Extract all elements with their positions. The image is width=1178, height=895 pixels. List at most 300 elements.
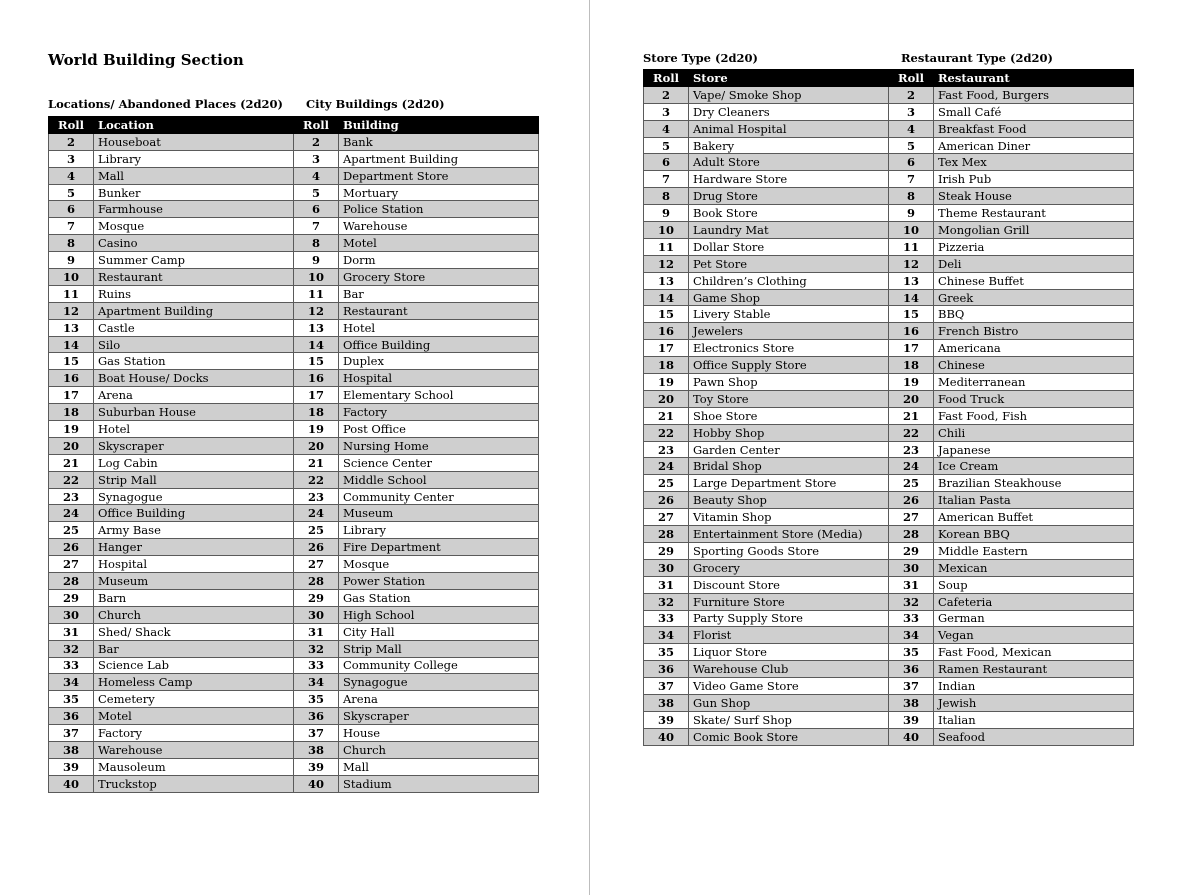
store-cell: Florist [689, 627, 889, 644]
table-row [644, 154, 1134, 171]
restaurant-cell: Middle Eastern [934, 542, 1134, 559]
store-cell: Bridal Shop [689, 458, 889, 475]
table-row [644, 238, 1134, 255]
table-row [49, 319, 539, 336]
table-header-row [49, 117, 539, 134]
table-row [644, 323, 1134, 340]
restaurant-cell: Deli [934, 255, 1134, 272]
roll-cell: 33 [644, 610, 689, 627]
table-row [49, 623, 539, 640]
roll-cell: 16 [49, 370, 94, 387]
locations-city-table [48, 116, 539, 793]
roll-cell: 28 [644, 526, 689, 543]
roll-cell: 37 [889, 678, 934, 695]
location-cell: Cemetery [94, 691, 294, 708]
locations-table-title: Locations/ Abandoned Places (2d20) [48, 97, 284, 111]
roll-cell: 22 [889, 424, 934, 441]
roll-cell: 27 [49, 556, 94, 573]
building-cell: Restaurant [339, 302, 539, 319]
roll-cell: 24 [294, 505, 339, 522]
roll-cell: 8 [294, 235, 339, 252]
store-cell: Animal Hospital [689, 120, 889, 137]
building-cell: Police Station [339, 201, 539, 218]
store-cell: Skate/ Surf Shop [689, 711, 889, 728]
roll-cell: 30 [49, 606, 94, 623]
store-restaurant-table [643, 69, 1134, 746]
roll-cell: 22 [294, 471, 339, 488]
roll-cell: 34 [49, 674, 94, 691]
location-cell: Mausoleum [94, 758, 294, 775]
location-cell: Hanger [94, 539, 294, 556]
store-cell: Garden Center [689, 441, 889, 458]
building-cell: Elementary School [339, 387, 539, 404]
table-row [644, 509, 1134, 526]
building-cell: Community College [339, 657, 539, 674]
location-cell: Summer Camp [94, 252, 294, 269]
store-cell: Office Supply Store [689, 357, 889, 374]
restaurant-cell: Soup [934, 576, 1134, 593]
roll-cell: 30 [889, 559, 934, 576]
building-cell: Gas Station [339, 589, 539, 606]
table-row [644, 205, 1134, 222]
restaurant-cell: Jewish [934, 694, 1134, 711]
building-cell: Library [339, 522, 539, 539]
table-row [644, 711, 1134, 728]
location-cell: Science Lab [94, 657, 294, 674]
roll-cell: 5 [49, 184, 94, 201]
roll-cell: 37 [644, 678, 689, 695]
table-row [644, 407, 1134, 424]
table-row [644, 559, 1134, 576]
store-header: Store [689, 70, 889, 87]
location-cell: Factory [94, 725, 294, 742]
building-cell: Department Store [339, 167, 539, 184]
roll-cell: 36 [644, 661, 689, 678]
restaurant-cell: American Buffet [934, 509, 1134, 526]
roll-cell: 39 [49, 758, 94, 775]
roll-cell: 12 [889, 255, 934, 272]
table-row [644, 272, 1134, 289]
roll-cell: 36 [49, 708, 94, 725]
table-row [644, 188, 1134, 205]
roll-cell: 15 [49, 353, 94, 370]
location-cell: Church [94, 606, 294, 623]
roll-cell: 13 [294, 319, 339, 336]
roll-cell: 23 [49, 488, 94, 505]
location-cell: Motel [94, 708, 294, 725]
table-header-row [644, 70, 1134, 87]
roll-cell: 32 [644, 593, 689, 610]
building-cell: Bar [339, 285, 539, 302]
roll-cell: 11 [49, 285, 94, 302]
store-cell: Adult Store [689, 154, 889, 171]
roll-cell: 3 [889, 103, 934, 120]
table-row [49, 691, 539, 708]
location-cell: Restaurant [94, 269, 294, 286]
roll-cell: 37 [49, 725, 94, 742]
roll-cell: 24 [49, 505, 94, 522]
roll-cell: 23 [294, 488, 339, 505]
store-cell: Hobby Shop [689, 424, 889, 441]
roll-cell: 7 [644, 171, 689, 188]
store-cell: Grocery [689, 559, 889, 576]
table-row [49, 336, 539, 353]
roll-header: Roll [889, 70, 934, 87]
store-cell: Children’s Clothing [689, 272, 889, 289]
store-cell: Gun Shop [689, 694, 889, 711]
building-cell: City Hall [339, 623, 539, 640]
restaurant-cell: Breakfast Food [934, 120, 1134, 137]
restaurant-cell: Korean BBQ [934, 526, 1134, 543]
roll-cell: 29 [49, 589, 94, 606]
roll-cell: 23 [889, 441, 934, 458]
roll-cell: 17 [889, 340, 934, 357]
building-cell: Grocery Store [339, 269, 539, 286]
roll-cell: 18 [889, 357, 934, 374]
roll-cell: 14 [49, 336, 94, 353]
location-cell: Hotel [94, 421, 294, 438]
store-cell: Video Game Store [689, 678, 889, 695]
roll-cell: 9 [49, 252, 94, 269]
location-cell: Suburban House [94, 404, 294, 421]
table-row [49, 252, 539, 269]
table-row [49, 150, 539, 167]
roll-cell: 38 [644, 694, 689, 711]
table-row [644, 86, 1134, 103]
table-row [644, 542, 1134, 559]
location-cell: Library [94, 150, 294, 167]
restaurant-cell: Irish Pub [934, 171, 1134, 188]
roll-cell: 12 [49, 302, 94, 319]
table-row [49, 708, 539, 725]
location-cell: Office Building [94, 505, 294, 522]
table-row [644, 728, 1134, 745]
roll-cell: 28 [294, 573, 339, 590]
table-row [644, 390, 1134, 407]
roll-cell: 26 [49, 539, 94, 556]
store-cell: Toy Store [689, 390, 889, 407]
location-cell: Hospital [94, 556, 294, 573]
roll-cell: 20 [889, 390, 934, 407]
roll-cell: 31 [644, 576, 689, 593]
table-row [644, 694, 1134, 711]
location-cell: Warehouse [94, 741, 294, 758]
roll-cell: 19 [49, 421, 94, 438]
store-cell: Dollar Store [689, 238, 889, 255]
table-row [644, 661, 1134, 678]
roll-cell: 8 [644, 188, 689, 205]
location-cell: Synagogue [94, 488, 294, 505]
building-cell: High School [339, 606, 539, 623]
restaurant-cell: Mediterranean [934, 374, 1134, 391]
roll-cell: 22 [49, 471, 94, 488]
table-row [49, 573, 539, 590]
roll-cell: 29 [294, 589, 339, 606]
location-cell: Houseboat [94, 133, 294, 150]
roll-cell: 15 [644, 306, 689, 323]
table-row [49, 269, 539, 286]
store-cell: Pawn Shop [689, 374, 889, 391]
store-cell: Large Department Store [689, 475, 889, 492]
restaurant-cell: Fast Food, Mexican [934, 644, 1134, 661]
roll-cell: 13 [644, 272, 689, 289]
location-cell: Truckstop [94, 775, 294, 792]
restaurant-cell: Ramen Restaurant [934, 661, 1134, 678]
store-cell: Drug Store [689, 188, 889, 205]
roll-cell: 26 [294, 539, 339, 556]
table-row [644, 137, 1134, 154]
restaurant-cell: Fast Food, Fish [934, 407, 1134, 424]
restaurant-cell: Steak House [934, 188, 1134, 205]
roll-cell: 17 [294, 387, 339, 404]
roll-cell: 27 [644, 509, 689, 526]
roll-cell: 39 [294, 758, 339, 775]
roll-cell: 7 [889, 171, 934, 188]
roll-cell: 5 [294, 184, 339, 201]
roll-cell: 11 [644, 238, 689, 255]
store-cell: Jewelers [689, 323, 889, 340]
table-row [49, 302, 539, 319]
table-row [644, 171, 1134, 188]
roll-cell: 35 [889, 644, 934, 661]
page-title: World Building Section [48, 51, 244, 69]
roll-cell: 6 [644, 154, 689, 171]
store-cell: Discount Store [689, 576, 889, 593]
restaurant-cell: Indian [934, 678, 1134, 695]
store-cell: Book Store [689, 205, 889, 222]
building-cell: Arena [339, 691, 539, 708]
roll-cell: 5 [644, 137, 689, 154]
table-row [644, 627, 1134, 644]
roll-cell: 4 [644, 120, 689, 137]
roll-cell: 35 [644, 644, 689, 661]
roll-cell: 19 [644, 374, 689, 391]
roll-cell: 20 [294, 437, 339, 454]
roll-cell: 10 [644, 222, 689, 239]
store-cell: Dry Cleaners [689, 103, 889, 120]
roll-cell: 25 [294, 522, 339, 539]
roll-cell: 39 [889, 711, 934, 728]
roll-cell: 21 [644, 407, 689, 424]
roll-cell: 7 [49, 218, 94, 235]
roll-cell: 24 [644, 458, 689, 475]
building-cell: Dorm [339, 252, 539, 269]
restaurant-cell: Seafood [934, 728, 1134, 745]
roll-cell: 29 [889, 542, 934, 559]
building-cell: Nursing Home [339, 437, 539, 454]
roll-cell: 9 [644, 205, 689, 222]
roll-cell: 18 [49, 404, 94, 421]
table-row [49, 657, 539, 674]
roll-cell: 9 [889, 205, 934, 222]
building-cell: Duplex [339, 353, 539, 370]
table-row [644, 576, 1134, 593]
restaurant-cell: Chinese Buffet [934, 272, 1134, 289]
roll-cell: 25 [644, 475, 689, 492]
roll-cell: 5 [889, 137, 934, 154]
roll-cell: 16 [644, 323, 689, 340]
table-row [644, 526, 1134, 543]
roll-cell: 38 [49, 741, 94, 758]
roll-cell: 39 [644, 711, 689, 728]
roll-cell: 31 [49, 623, 94, 640]
roll-header: Roll [294, 117, 339, 134]
roll-cell: 37 [294, 725, 339, 742]
location-cell: Barn [94, 589, 294, 606]
restaurant-cell: Italian [934, 711, 1134, 728]
location-cell: Casino [94, 235, 294, 252]
restaurant-cell: Chili [934, 424, 1134, 441]
building-cell: Mosque [339, 556, 539, 573]
building-cell: Post Office [339, 421, 539, 438]
restaurant-cell: Vegan [934, 627, 1134, 644]
roll-cell: 40 [294, 775, 339, 792]
location-cell: Boat House/ Docks [94, 370, 294, 387]
location-cell: Army Base [94, 522, 294, 539]
roll-cell: 4 [49, 167, 94, 184]
table-row [49, 218, 539, 235]
restaurant-cell: Fast Food, Burgers [934, 86, 1134, 103]
table-row [49, 235, 539, 252]
roll-cell: 32 [889, 593, 934, 610]
building-cell: Middle School [339, 471, 539, 488]
table-row [644, 289, 1134, 306]
roll-cell: 13 [889, 272, 934, 289]
building-cell: Motel [339, 235, 539, 252]
table-row [644, 610, 1134, 627]
roll-cell: 3 [294, 150, 339, 167]
roll-cell: 21 [889, 407, 934, 424]
table-row [644, 593, 1134, 610]
roll-cell: 11 [889, 238, 934, 255]
building-cell: Hotel [339, 319, 539, 336]
roll-cell: 16 [889, 323, 934, 340]
roll-cell: 10 [294, 269, 339, 286]
building-cell: Skyscraper [339, 708, 539, 725]
restaurant-cell: Mexican [934, 559, 1134, 576]
building-cell: Community Center [339, 488, 539, 505]
table-row [644, 340, 1134, 357]
roll-cell: 20 [49, 437, 94, 454]
location-cell: Log Cabin [94, 454, 294, 471]
building-cell: Stadium [339, 775, 539, 792]
roll-cell: 40 [49, 775, 94, 792]
building-cell: Strip Mall [339, 640, 539, 657]
restaurant-cell: Ice Cream [934, 458, 1134, 475]
roll-cell: 2 [889, 86, 934, 103]
location-cell: Strip Mall [94, 471, 294, 488]
roll-cell: 24 [889, 458, 934, 475]
roll-cell: 22 [644, 424, 689, 441]
roll-cell: 3 [644, 103, 689, 120]
roll-cell: 14 [889, 289, 934, 306]
store-cell: Vitamin Shop [689, 509, 889, 526]
roll-cell: 6 [49, 201, 94, 218]
location-cell: Farmhouse [94, 201, 294, 218]
roll-cell: 32 [294, 640, 339, 657]
building-cell: House [339, 725, 539, 742]
roll-cell: 30 [644, 559, 689, 576]
building-cell: Office Building [339, 336, 539, 353]
restaurant-cell: Italian Pasta [934, 492, 1134, 509]
restaurant-cell: Mongolian Grill [934, 222, 1134, 239]
roll-cell: 7 [294, 218, 339, 235]
restaurant-cell: Theme Restaurant [934, 205, 1134, 222]
roll-cell: 15 [889, 306, 934, 323]
table-row [644, 357, 1134, 374]
location-cell: Mosque [94, 218, 294, 235]
table-row [49, 488, 539, 505]
table-row [49, 741, 539, 758]
location-cell: Homeless Camp [94, 674, 294, 691]
store-cell: Comic Book Store [689, 728, 889, 745]
roll-cell: 8 [49, 235, 94, 252]
restaurant-cell: Japanese [934, 441, 1134, 458]
building-cell: Science Center [339, 454, 539, 471]
roll-cell: 20 [644, 390, 689, 407]
location-cell: Arena [94, 387, 294, 404]
table-row [49, 184, 539, 201]
roll-cell: 36 [294, 708, 339, 725]
roll-cell: 27 [889, 509, 934, 526]
building-header: Building [339, 117, 539, 134]
roll-cell: 31 [294, 623, 339, 640]
store-cell: Electronics Store [689, 340, 889, 357]
roll-cell: 19 [294, 421, 339, 438]
roll-cell: 6 [889, 154, 934, 171]
roll-cell: 38 [889, 694, 934, 711]
table-row [644, 306, 1134, 323]
roll-cell: 17 [644, 340, 689, 357]
roll-cell: 32 [49, 640, 94, 657]
table-row [644, 374, 1134, 391]
roll-cell: 6 [294, 201, 339, 218]
building-cell: Mortuary [339, 184, 539, 201]
table-row [49, 387, 539, 404]
roll-cell: 18 [294, 404, 339, 421]
roll-cell: 15 [294, 353, 339, 370]
restaurant-cell: Americana [934, 340, 1134, 357]
roll-cell: 12 [294, 302, 339, 319]
store-cell: Bakery [689, 137, 889, 154]
store-cell: Party Supply Store [689, 610, 889, 627]
roll-cell: 25 [889, 475, 934, 492]
store-cell: Shoe Store [689, 407, 889, 424]
roll-cell: 33 [889, 610, 934, 627]
location-cell: Gas Station [94, 353, 294, 370]
location-cell: Skyscraper [94, 437, 294, 454]
roll-cell: 21 [49, 454, 94, 471]
building-cell: Mall [339, 758, 539, 775]
roll-cell: 23 [644, 441, 689, 458]
table-row [644, 678, 1134, 695]
table-row [644, 424, 1134, 441]
location-cell: Mall [94, 167, 294, 184]
table-row [49, 640, 539, 657]
roll-cell: 35 [49, 691, 94, 708]
location-cell: Ruins [94, 285, 294, 302]
page-divider [589, 0, 590, 895]
building-cell: Bank [339, 133, 539, 150]
roll-cell: 19 [889, 374, 934, 391]
location-cell: Castle [94, 319, 294, 336]
restaurant-cell: German [934, 610, 1134, 627]
store-cell: Laundry Mat [689, 222, 889, 239]
table-row [49, 404, 539, 421]
table-row [644, 120, 1134, 137]
roll-cell: 35 [294, 691, 339, 708]
restaurant-cell: Pizzeria [934, 238, 1134, 255]
